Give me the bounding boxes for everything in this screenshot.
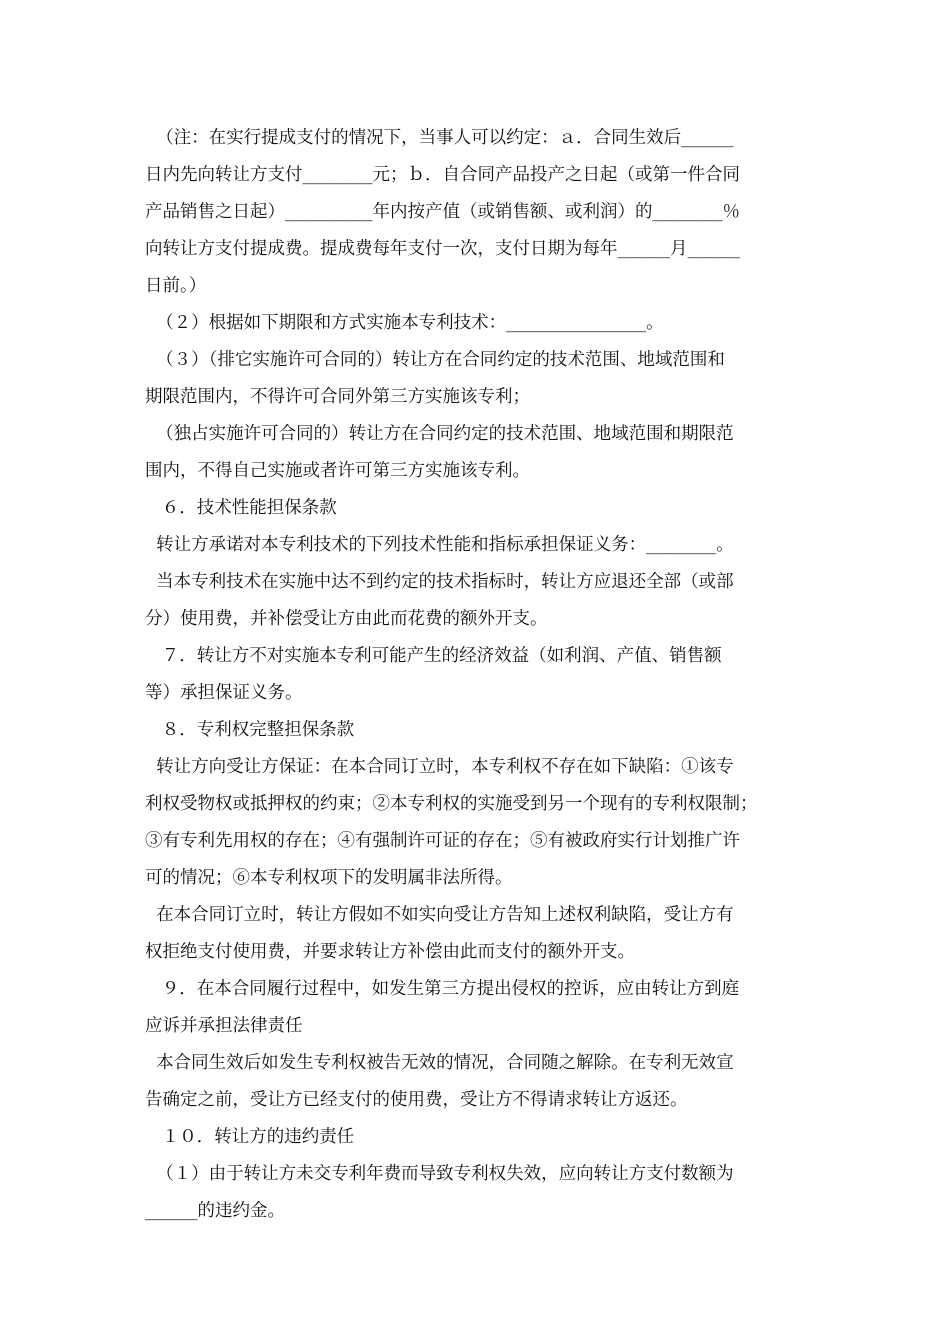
text-line: 日内先向转让方支付________元；ｂ．自合同产品投产之日起（或第一件合同 <box>145 165 740 185</box>
text-line: ７．转让方不对实施本专利可能产生的经济效益（如利润、产值、销售额 <box>145 646 722 666</box>
section-heading: ８．专利权完整担保条款 <box>145 720 355 740</box>
text-line: （注：在实行提成支付的情况下，当事人可以约定：ａ．合同生效后______ <box>145 128 734 148</box>
document-body <box>145 120 810 1230</box>
text-line: 当本专利技术在实施中达不到约定的技术指标时，转让方应退还全部（或部 <box>145 572 734 592</box>
text-line: 在本合同订立时，转让方假如不如实向受让方告知上述权利缺陷，受让方有 <box>145 905 734 925</box>
text-line: ______的违约金。 <box>145 1201 285 1221</box>
text-line: 本合同生效后如发生专利权被告无效的情况，合同随之解除。在专利无效宣 <box>145 1053 734 1073</box>
text-line: 向转让方支付提成费。提成费每年支付一次，支付日期为每年______月______ <box>145 239 740 259</box>
text-line: 转让方承诺对本专利技术的下列技术性能和指标承担保证义务：________。 <box>145 535 734 555</box>
text-line: 分）使用费，并补偿受让方由此而花费的额外开支。 <box>145 609 548 629</box>
text-line: 可的情况；⑥本专利权项下的发明属非法所得。 <box>145 868 513 888</box>
section-heading: １０．转让方的违约责任 <box>145 1127 355 1147</box>
text-line: （１）由于转让方未交专利年费而导致专利权失效，应向转让方支付数额为 <box>145 1164 734 1184</box>
text-line: 权拒绝支付使用费，并要求转让方补偿由此而支付的额外开支。 <box>145 942 635 962</box>
text-line: ９．在本合同履行过程中，如发生第三方提出侵权的控诉，应由转让方到庭 <box>145 979 740 999</box>
text-line: （２）根据如下期限和方式实施本专利技术：________________。 <box>145 313 664 333</box>
text-line: 应诉并承担法律责任 <box>145 1016 303 1036</box>
text-line: 围内，不得自己实施或者许可第三方实施该专利。 <box>145 461 530 481</box>
text-line: ③有专利先用权的存在；④有强制许可证的存在；⑤有被政府实行计划推广许 <box>145 831 740 851</box>
text-line: 期限范围内，不得许可合同外第三方实施该专利； <box>145 387 530 407</box>
text-line: 告确定之前，受让方已经支付的使用费，受让方不得请求转让方返还。 <box>145 1090 688 1110</box>
text-line: （３）（排它实施许可合同的）转让方在合同约定的技术范围、地域范围和 <box>145 350 725 370</box>
text-line: 日前。） <box>145 276 207 296</box>
text-line: （独占实施许可合同的）转让方在合同约定的技术范围、地域范围和期限范 <box>145 424 734 444</box>
text-line: 等）承担保证义务。 <box>145 683 303 703</box>
text-line: 转让方向受让方保证：在本合同订立时，本专利权不存在如下缺陷：①该专 <box>145 757 734 777</box>
text-line: 利权受物权或抵押权的约束；②本专利权的实施受到另一个现有的专利权限制； <box>145 794 758 814</box>
text-line: 产品销售之日起）__________年内按产值（或销售额、或利润）的________％ <box>145 202 740 222</box>
section-heading: ６．技术性能担保条款 <box>145 498 337 518</box>
